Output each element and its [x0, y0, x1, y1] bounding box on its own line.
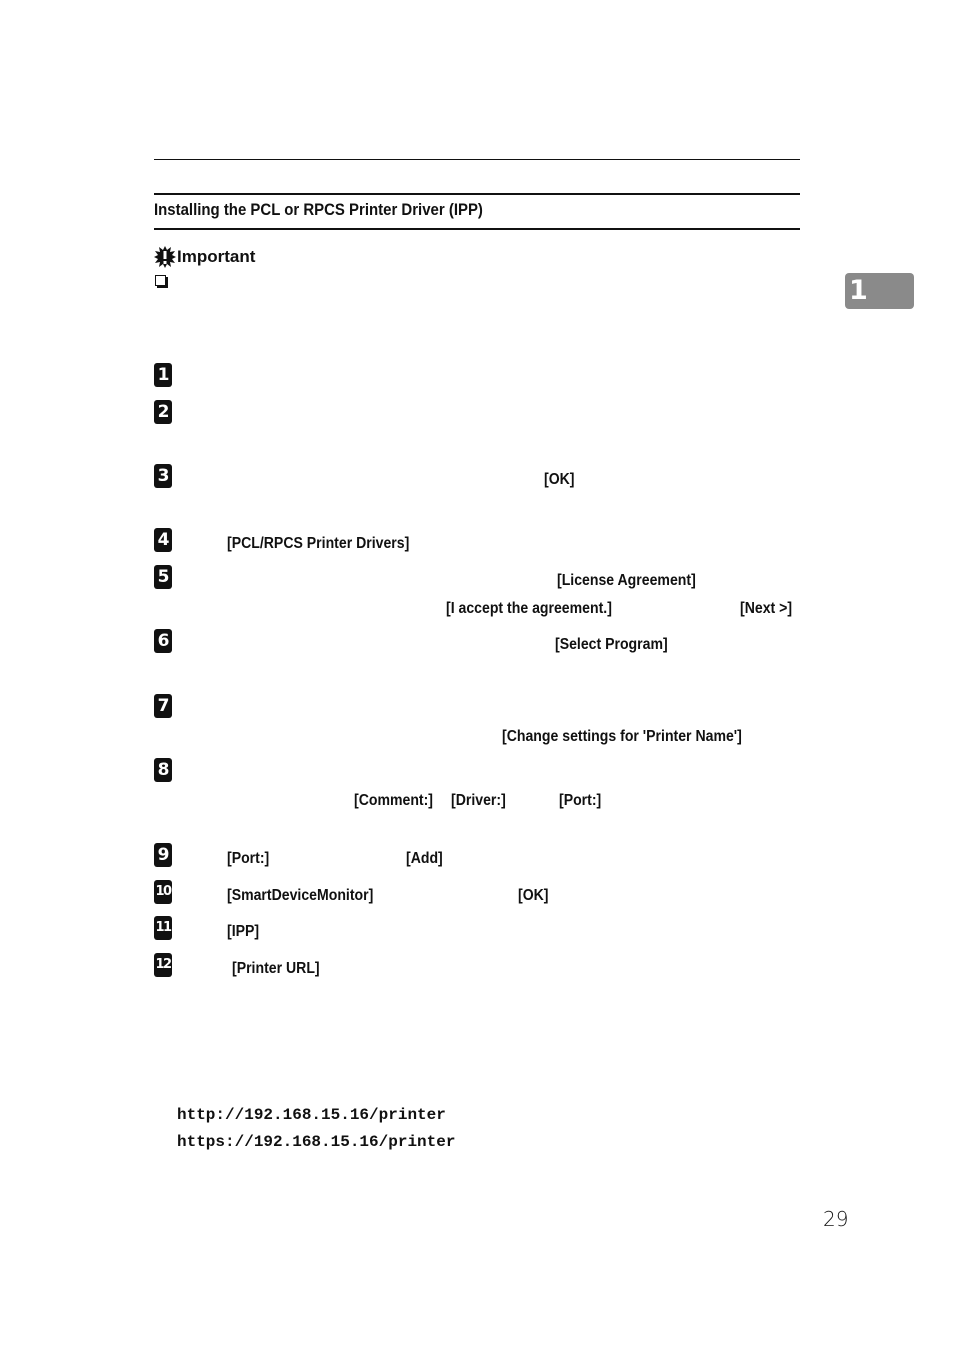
step-number-6: 6 [154, 629, 172, 653]
section-rule-top [154, 193, 800, 195]
step-number-12: 12 [154, 953, 172, 977]
important-icon [154, 246, 176, 268]
label-port: [Port:] [559, 792, 602, 809]
step-number-10: 10 [154, 880, 172, 904]
label-printer-url: [Printer URL] [232, 960, 320, 977]
checkbox-bullet-icon [155, 275, 166, 286]
top-rule [154, 159, 800, 160]
label-i-accept-agreement: [I accept the agreement.] [446, 600, 612, 617]
label-license-agreement: [License Agreement] [557, 572, 696, 589]
step-number-9: 9 [154, 843, 172, 867]
step-number-7: 7 [154, 694, 172, 718]
label-ok-step10: [OK] [518, 887, 549, 904]
example-url-https: https://192.168.15.16/printer [177, 1133, 456, 1151]
step-number-3: 3 [154, 464, 172, 488]
label-add: [Add] [406, 850, 443, 867]
step-number-5: 5 [154, 565, 172, 589]
chapter-tab: 1 [845, 273, 914, 309]
label-smartdevicemonitor: [SmartDeviceMonitor] [227, 887, 374, 904]
important-label: Important [177, 247, 256, 266]
section-title: Installing the PCL or RPCS Printer Driver (IPP) [154, 200, 483, 219]
label-comment: [Comment:] [354, 792, 433, 809]
label-ipp: [IPP] [227, 923, 260, 940]
label-port-step9: [Port:] [227, 850, 270, 867]
step-number-11: 11 [154, 916, 172, 940]
label-next: [Next >] [740, 600, 793, 617]
step-number-1: 1 [154, 363, 172, 387]
label-change-settings-printer-name: [Change settings for 'Printer Name'] [502, 728, 742, 745]
label-select-program: [Select Program] [555, 636, 668, 653]
label-pcl-rpcs-printer-drivers: [PCL/RPCS Printer Drivers] [227, 535, 410, 552]
label-ok: [OK] [544, 471, 575, 488]
page-number: 29 [823, 1207, 849, 1231]
step-number-8: 8 [154, 758, 172, 782]
section-rule-bottom [154, 228, 800, 230]
example-url-http: http://192.168.15.16/printer [177, 1106, 446, 1124]
step-number-2: 2 [154, 400, 172, 424]
step-number-4: 4 [154, 528, 172, 552]
label-driver: [Driver:] [451, 792, 506, 809]
important-heading [154, 246, 255, 268]
